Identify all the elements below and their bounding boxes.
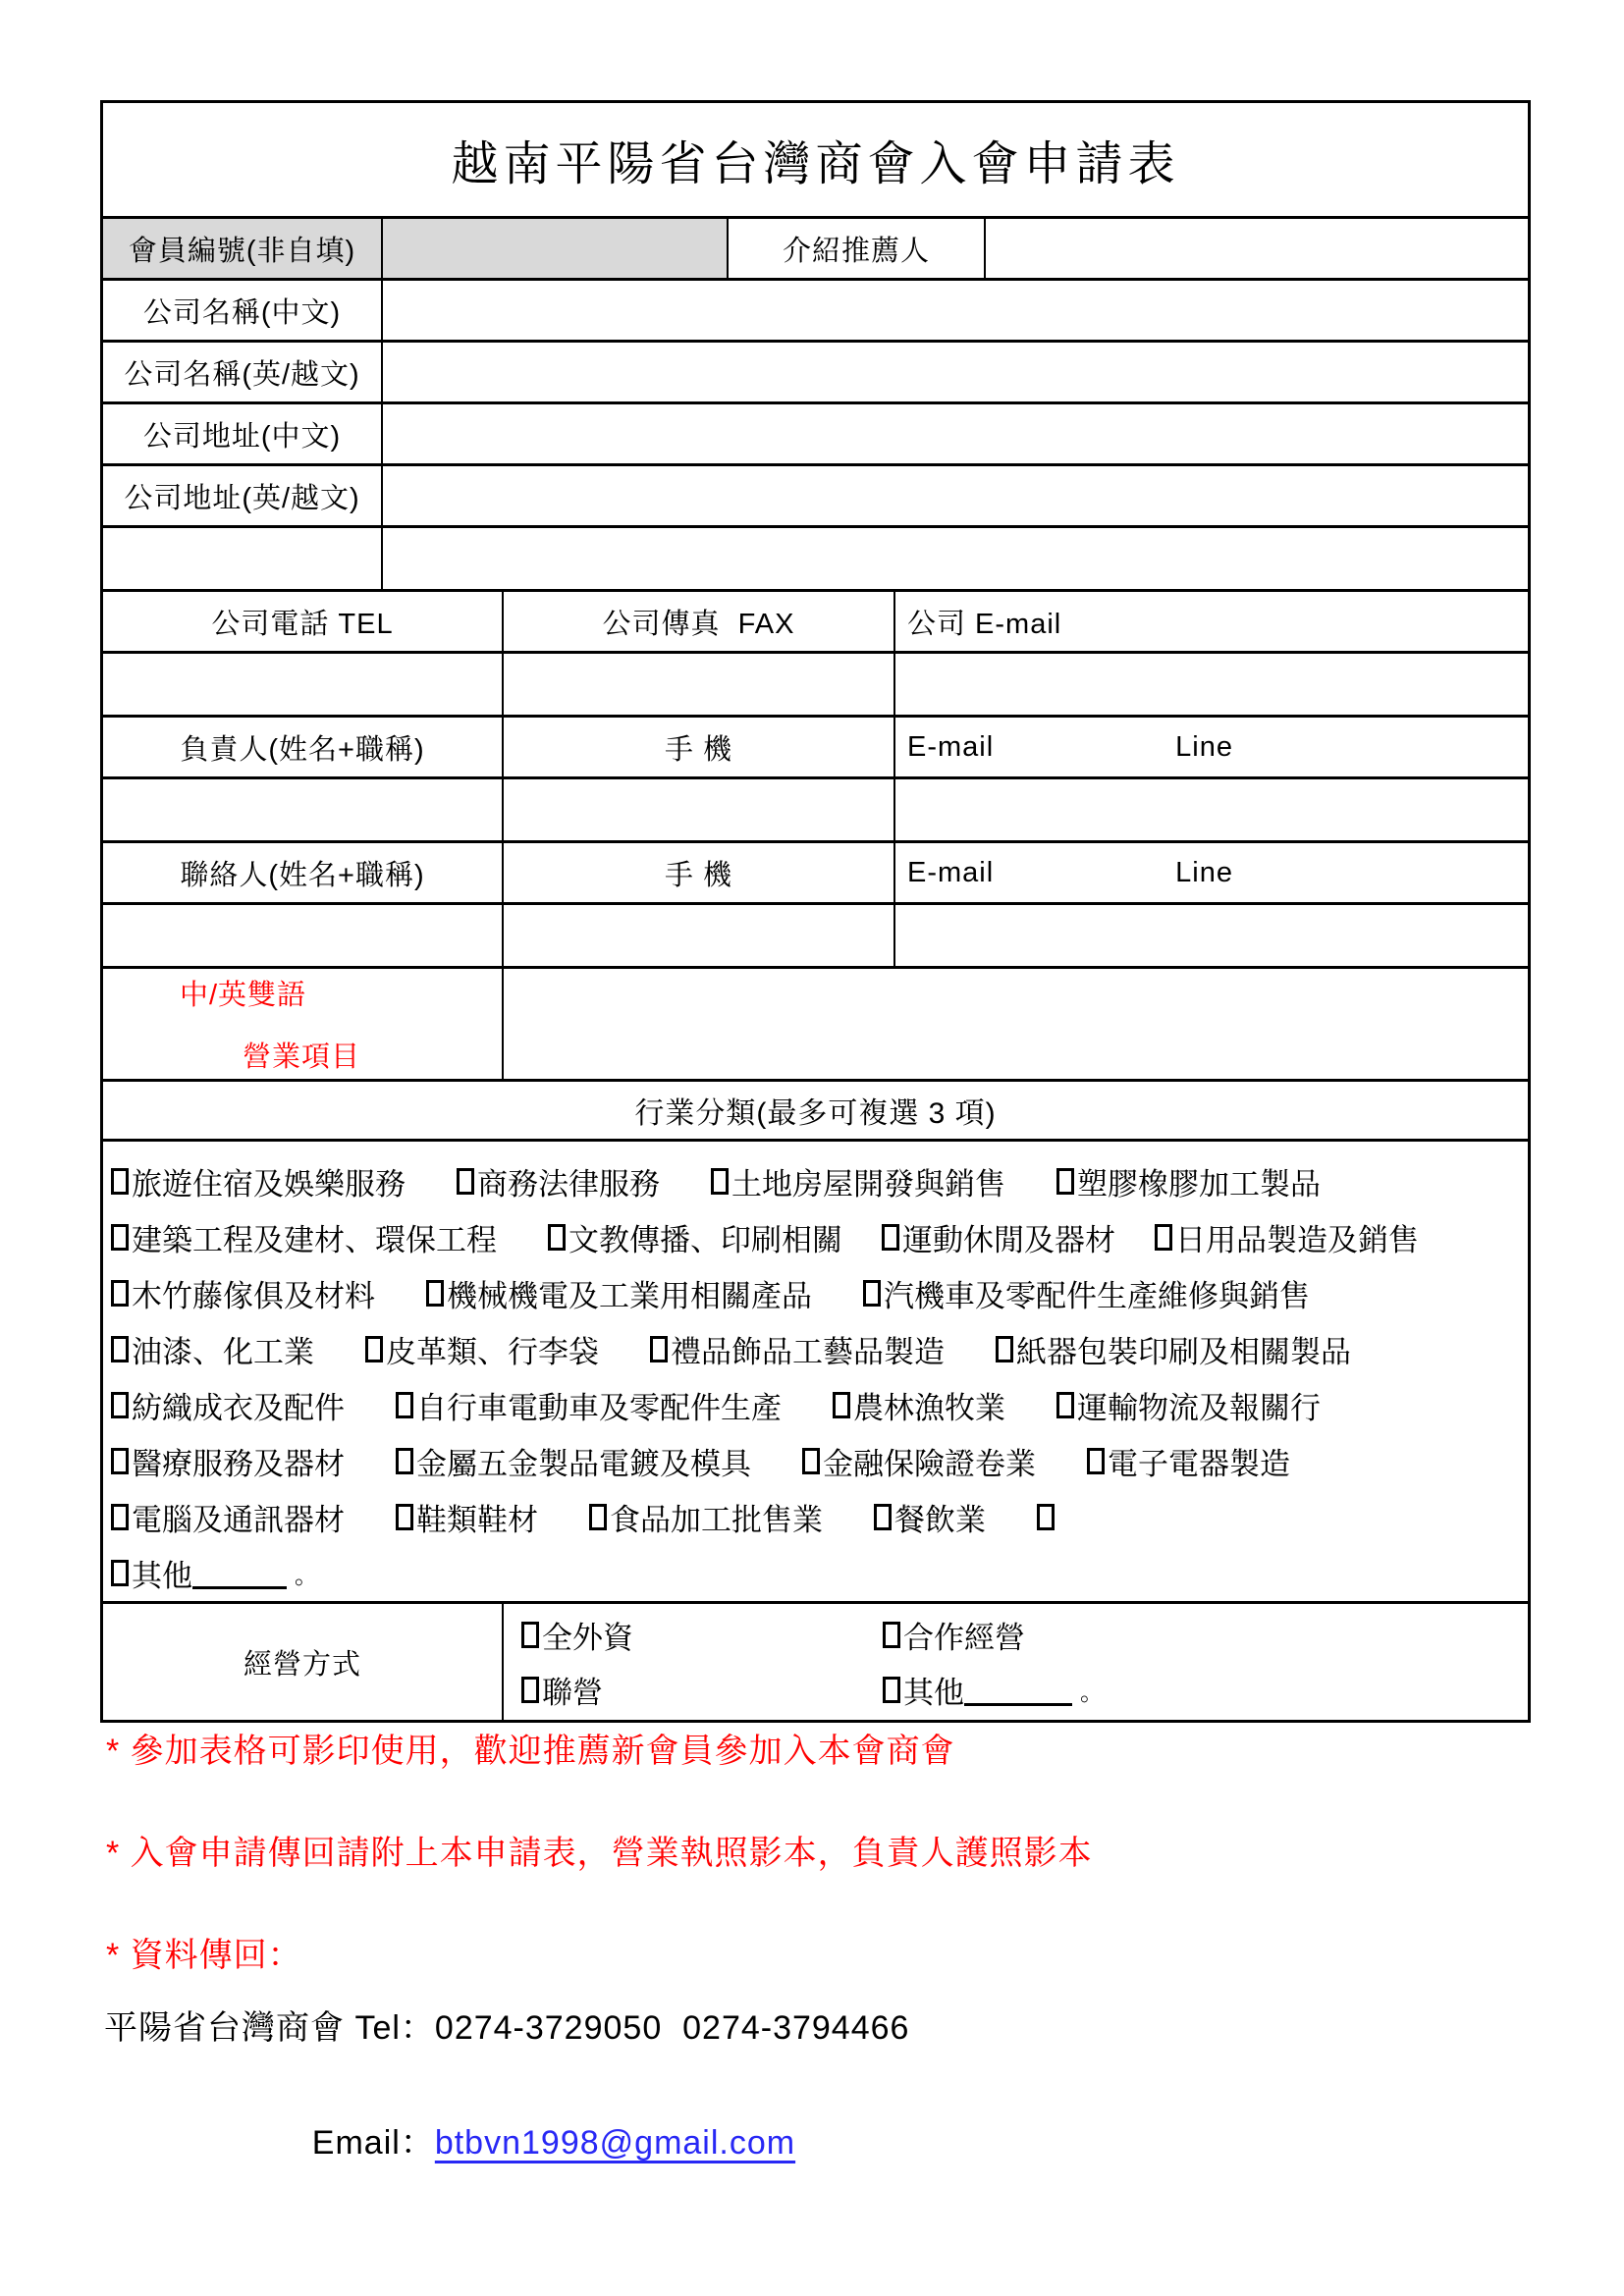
- checkbox-icon[interactable]: [1155, 1224, 1172, 1251]
- industry-line: [111, 1321, 1402, 1377]
- industry-line: [111, 1377, 1372, 1433]
- checkbox-icon[interactable]: [457, 1168, 474, 1195]
- chamber-tel-line: 平陽省台灣商會 Tel：0274-3729050 0274-3794466: [104, 2009, 910, 2047]
- company-name-cn-label: 公司名稱(中文): [103, 281, 383, 340]
- industry-option-label: 食品加工批售業: [610, 1503, 823, 1537]
- checkbox-icon[interactable]: [1087, 1448, 1105, 1474]
- industry-option-label: 農林漁牧業: [853, 1391, 1005, 1425]
- operation-option-label: 聯營: [542, 1675, 603, 1710]
- checkbox-icon[interactable]: [882, 1224, 899, 1251]
- checkbox-icon[interactable]: [883, 1622, 900, 1648]
- company-addr-en-row: [103, 463, 1528, 525]
- checkbox-icon[interactable]: [1037, 1504, 1055, 1530]
- business-items-input-cell: [504, 969, 1528, 1079]
- contact-email-input-cell: [895, 905, 1528, 966]
- contact-mobile-header: 手 機: [504, 843, 895, 902]
- industry-option-label: 塑膠橡膠加工製品: [1077, 1167, 1321, 1201]
- checkbox-icon[interactable]: [874, 1504, 892, 1530]
- checkbox-icon[interactable]: [1056, 1392, 1074, 1418]
- operation-option-label: 全外資: [542, 1620, 633, 1655]
- contact-email-label: E-mail: [907, 856, 995, 888]
- company-email-header: 公司 E-mail: [907, 608, 1062, 640]
- checkbox-icon[interactable]: [883, 1677, 900, 1703]
- industry-option-label: 金屬五金製品電鍍及模具: [416, 1447, 751, 1481]
- blank-underline: [964, 1674, 1072, 1706]
- industry-line: [111, 1433, 1341, 1489]
- owner-line-label: Line: [1175, 730, 1233, 763]
- chamber-email-line: [271, 2077, 795, 2202]
- industry-option-label: 禮品飾品工藝品製造: [671, 1335, 945, 1369]
- company-addr-cn-input-cell: [383, 404, 1528, 463]
- industry-option-label: 運輸物流及報關行: [1077, 1391, 1321, 1425]
- owner-label: 負責人(姓名+職稱): [103, 718, 504, 776]
- contact-header-row: [103, 840, 1528, 902]
- industry-option-label: 機械機電及工業用相關產品: [447, 1279, 812, 1313]
- contact-line-label: Line: [1175, 856, 1233, 888]
- checkbox-icon[interactable]: [111, 1392, 129, 1418]
- industry-option-label: 皮革類、行李袋: [386, 1335, 599, 1369]
- application-form-table: [100, 100, 1531, 1723]
- owner-header-row: [103, 715, 1528, 776]
- referrer-label: 介紹推薦人: [729, 219, 986, 278]
- checkbox-icon[interactable]: [111, 1168, 129, 1195]
- title-row: [103, 103, 1528, 216]
- industry-option-label: 電腦及通訊器材: [132, 1503, 345, 1537]
- checkbox-icon[interactable]: [711, 1168, 729, 1195]
- company-addr-en-label: 公司地址(英/越文): [103, 466, 383, 525]
- industry-other-label: 其他: [132, 1559, 192, 1593]
- owner-value-row: [103, 776, 1528, 840]
- company-email-input-cell: [895, 654, 1528, 715]
- owner-mobile-input-cell: [504, 779, 895, 840]
- company-name-en-row: [103, 340, 1528, 401]
- checkbox-icon[interactable]: [802, 1448, 820, 1474]
- contact-email-line-header: [895, 843, 1528, 902]
- operation-options: [504, 1604, 1528, 1720]
- checkbox-icon[interactable]: [396, 1504, 413, 1530]
- industry-line: [111, 1265, 1361, 1321]
- industry-option-label: 餐飲業: [894, 1503, 986, 1537]
- operation-line: [521, 1662, 1104, 1717]
- industry-option-label: 金融保險證卷業: [823, 1447, 1036, 1481]
- checkbox-icon[interactable]: [365, 1336, 383, 1362]
- member-id-label: 會員編號(非自填): [103, 219, 383, 278]
- operation-label: 經營方式: [103, 1604, 504, 1720]
- note-attachments: * 入會申請傳回請附上本申請表，營業執照影本，負責人護照影本: [106, 1835, 1093, 1872]
- phone-value-row: [103, 651, 1528, 715]
- company-fax-input-cell: [504, 654, 895, 715]
- checkbox-icon[interactable]: [521, 1622, 539, 1648]
- industry-option-label: 自行車電動車及零配件生產: [416, 1391, 782, 1425]
- operation-option-label: 合作經營: [903, 1620, 1025, 1655]
- company-addr-cn-row: [103, 401, 1528, 463]
- industry-option-label: 紡織成衣及配件: [132, 1391, 345, 1425]
- industry-line: [111, 1209, 1470, 1265]
- contact-mobile-input-cell: [504, 905, 895, 966]
- checkbox-icon[interactable]: [111, 1504, 129, 1530]
- industry-option-label: 汽機車及零配件生產維修與銷售: [884, 1279, 1310, 1313]
- company-name-en-input-cell: [383, 343, 1528, 401]
- checkbox-icon[interactable]: [111, 1224, 129, 1251]
- industry-option-label: 日用品製造及銷售: [1175, 1223, 1419, 1257]
- email-label: Email：: [311, 2124, 435, 2162]
- industry-line: [111, 1153, 1372, 1209]
- checkbox-icon[interactable]: [111, 1336, 129, 1362]
- member-row: [103, 216, 1528, 278]
- checkbox-icon[interactable]: [111, 1280, 129, 1307]
- owner-email-line-header: [895, 718, 1528, 776]
- company-name-cn-row: [103, 278, 1528, 340]
- checkbox-icon[interactable]: [396, 1392, 413, 1418]
- company-name-cn-input-cell: [383, 281, 1528, 340]
- checkbox-icon[interactable]: [111, 1560, 129, 1586]
- industry-option-label: 旅遊住宿及娛樂服務: [132, 1167, 406, 1201]
- industry-option-label: 運動休閒及器材: [902, 1223, 1115, 1257]
- checkbox-icon[interactable]: [426, 1280, 444, 1307]
- contact-label: 聯絡人(姓名+職稱): [103, 843, 504, 902]
- industry-option-label: 建築工程及建材、環保工程: [132, 1223, 497, 1257]
- blank-underline: [192, 1557, 287, 1589]
- business-items-label-line1: 中/英雙語: [180, 980, 307, 1011]
- empty-input-cell: [383, 528, 1528, 589]
- company-fax-header: 公司傳真 FAX: [504, 592, 895, 651]
- checkbox-icon[interactable]: [833, 1392, 850, 1418]
- industry-header: 行業分類(最多可複選 3 項): [634, 1097, 997, 1130]
- company-addr-en-input-cell: [383, 466, 1528, 525]
- page-title: 越南平陽省台灣商會入會申請表: [451, 138, 1180, 190]
- business-items-label-line2: 營業項目: [243, 1041, 361, 1073]
- company-tel-input-cell: [103, 654, 504, 715]
- checkbox-icon[interactable]: [863, 1280, 881, 1307]
- period-mark: 。: [1080, 1679, 1104, 1706]
- industry-option-label: 商務法律服務: [477, 1167, 660, 1201]
- contact-value-row: [103, 902, 1528, 966]
- business-items-label: [103, 969, 504, 1079]
- contact-name-input-cell: [103, 905, 504, 966]
- member-id-value-cell: [383, 219, 729, 278]
- checkbox-icon[interactable]: [650, 1336, 668, 1362]
- checkbox-icon[interactable]: [396, 1448, 413, 1474]
- operation-line: [521, 1607, 1025, 1662]
- industry-option-label: 鞋類鞋材: [416, 1503, 538, 1537]
- period-mark: 。: [295, 1563, 318, 1589]
- industry-option-label: 油漆、化工業: [132, 1335, 314, 1369]
- industry-options: [103, 1142, 1528, 1601]
- checkbox-icon[interactable]: [1056, 1168, 1074, 1195]
- company-addr-cn-label: 公司地址(中文): [103, 404, 383, 463]
- industry-option-label: 紙器包裝印刷及相關製品: [1016, 1335, 1351, 1369]
- industry-option-label: 木竹藤傢俱及材料: [132, 1279, 375, 1313]
- owner-email-label: E-mail: [907, 730, 995, 763]
- operation-row: [103, 1601, 1528, 1720]
- company-name-en-label: 公司名稱(英/越文): [103, 343, 383, 401]
- industry-header-row: [103, 1079, 1528, 1139]
- owner-name-input-cell: [103, 779, 504, 840]
- business-items-row: [103, 966, 1528, 1079]
- checkbox-icon[interactable]: [111, 1448, 129, 1474]
- industry-option-label: 醫療服務及器材: [132, 1447, 345, 1481]
- checkbox-icon[interactable]: [996, 1336, 1013, 1362]
- industry-option-label: 電子電器製造: [1108, 1447, 1290, 1481]
- industry-option-label: 文教傳播、印刷相關: [568, 1223, 842, 1257]
- referrer-value-cell: [986, 219, 1528, 278]
- checkbox-icon[interactable]: [521, 1677, 539, 1703]
- empty-row: [103, 525, 1528, 589]
- operation-option-label: 其他: [903, 1675, 964, 1710]
- email-link[interactable]: btbvn1998@gmail.com: [434, 2124, 796, 2162]
- empty-label-cell: [103, 528, 383, 589]
- industry-body-row: [103, 1139, 1528, 1601]
- note-return-info: * 資料傳回：: [106, 1937, 302, 1974]
- checkbox-icon[interactable]: [589, 1504, 607, 1530]
- phone-header-row: [103, 589, 1528, 651]
- owner-mobile-header: 手 機: [504, 718, 895, 776]
- checkbox-icon[interactable]: [548, 1224, 566, 1251]
- note-copy-allowed: * 參加表格可影印使用，歡迎推薦新會員參加入本會商會: [106, 1733, 955, 1770]
- company-tel-header: 公司電話 TEL: [103, 592, 504, 651]
- industry-line: [111, 1489, 1109, 1545]
- industry-option-label: 土地房屋開發與銷售: [731, 1167, 1005, 1201]
- industry-line-other: [111, 1545, 318, 1601]
- owner-email-input-cell: [895, 779, 1528, 840]
